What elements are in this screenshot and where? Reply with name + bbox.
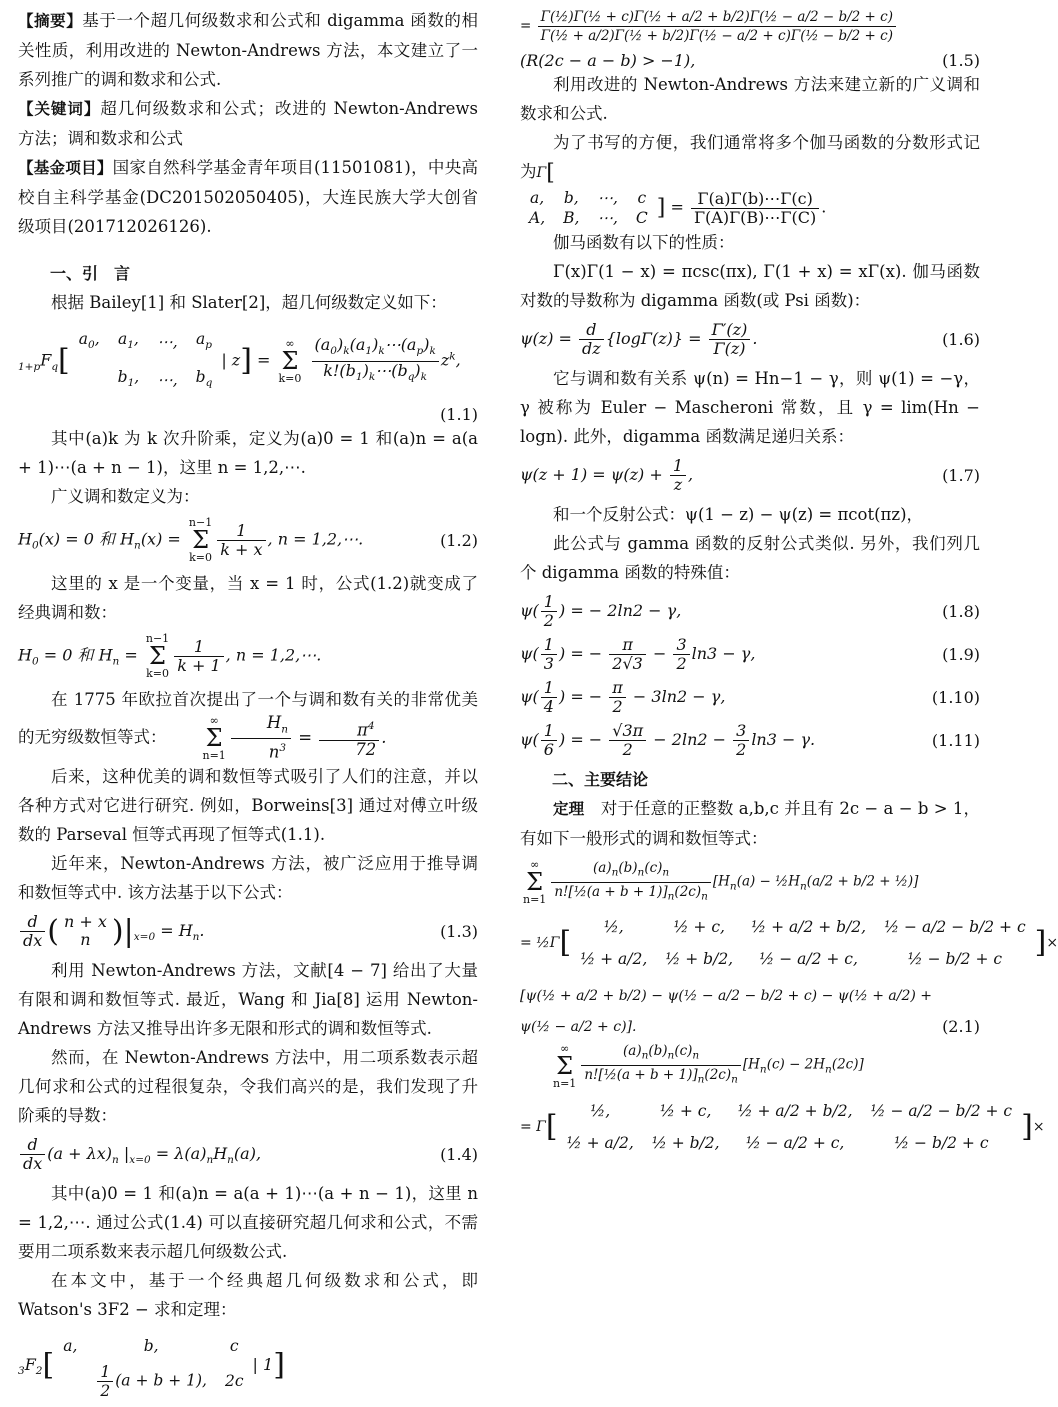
paragraph: 为了书写的方便，我们通常将多个伽马函数的分数形式记为Γ[: [520, 133, 980, 186]
keywords-label: 【关键词】: [18, 100, 101, 118]
equation-1-5: = $\frac{\text{Γ(½)Γ(½ + c)Γ(½ + a/2 + b/2)Γ(½ − a/2 − b/2 + c)}}{\text{Γ(½ + a/2)Γ(½ + b/2)Γ(½ − a/2 + c)Γ(½ − b/2 + c)}}$: [520, 8, 980, 45]
section-2-title: 二、主要结论: [552, 770, 649, 789]
equation-1-11: ψ( $\frac{1}{6}$ ) = − $\frac{√3\pi}{2}$ − 2ln2 − $\frac{3}{2}$ ln3 − γ. (1.11): [520, 721, 980, 759]
equation-1-10: ψ( $\frac{1}{4}$ ) = − $\frac{\pi}{2}$ − 3ln2 − γ, (1.10): [520, 678, 980, 716]
equation-1-6: ψ(z) = $\frac{d}{dz}$ {logΓ(z)} = $\frac{\Gamma'(z)}{\Gamma(z)}$ . (1.6): [520, 320, 980, 358]
fund: 【基金项目】国家自然科学基金青年项目(11501081)，中央高校自主科学基金(DC201502050405)，大连民族大学大创省级项目(201712026126).: [18, 158, 478, 236]
paragraph: 根据 Bailey[1] 和 Slater[2]，超几何级数定义如下：: [51, 293, 447, 312]
equation-1-8: ψ( $\frac{1}{2}$ ) = − 2ln2 − γ, (1.8): [520, 592, 980, 630]
paragraph: 和一个反射公式：ψ(1 − z) − ψ(z) = πcot(πz)，: [553, 505, 924, 524]
abstract-label: 【摘要】: [18, 12, 83, 30]
paragraph: 它与调和数有关系 ψ(n) = Hn−1 − γ，则 ψ(1) = −γ，γ 被称为 Euler − Mascheroni 常数，且 γ = lim(Hn − logn). 此外，digamma 函数满足递归关系：: [520, 369, 980, 446]
equation-2-1-lhs: ∞ Σ n=1 $\frac{(a)_n(b)_n(c)_n}{n![\frac{1}{2}(a + b + 1)]_n(2c)_n}$ [$H_n(a)$ − $\frac{1}{2}H_n(a/2 + b/2$ + ½)]: [523, 858, 919, 907]
equation-2-1-gamma: = ½Γ[ ½, ½ + c, ½ + a/2 + b/2, ½ − a/2 − b/2 + c ½ + a/2, ½ + b/2, ½ − a/2 + c, ½ − b/2 + c ]×: [520, 918, 1058, 969]
paragraph: 其中(a)0 = 1 和(a)n = a(a + 1)⋯(a + n − 1)，这里 n = 1,2,⋯. 通过公式(1.4) 可以直接研究超几何求和公式，不需要用二项系数来表示超几何级数公式.: [18, 1183, 478, 1261]
equation-2-2-lhs: ∞ Σ n=1 $\frac{(a)_n(b)_n(c)_n}{n![\frac{1}{2}(a + b + 1)]_n(2c)_n}$ $[H_n(c) - 2H_n(2c)]$: [553, 1041, 864, 1090]
paragraph: 利用改进的 Newton-Andrews 方法来建立新的广义调和数求和公式.: [520, 75, 980, 123]
equation-2-1-psi: [ψ(½ + a/2 + b/2) − ψ(½ − a/2 − b/2 + c) − ψ(½ + a/2) +: [520, 988, 933, 1005]
equation-1-2: $H_0(x) = 0$ 和 $H_n(x)$ = n−1 Σ k=0 $\frac{1}{k + x}$ , n = 1,2,⋯. (1.2): [18, 516, 478, 565]
equation-1-9: ψ( $\frac{1}{3}$ ) = − $\frac{\pi}{2√3}$ − $\frac{3}{2}$ ln3 − γ, (1.9): [520, 635, 980, 673]
paragraph: Γ(x)Γ(1 − x) = πcsc(πx), Γ(1 + x) = xΓ(x). 伽马函数对数的导数称为 digamma 函数(或 Psi 函数)：: [520, 262, 980, 310]
theorem-label: 定理: [553, 800, 585, 818]
equation-1-3: $\frac{d}{dx}$ ( n + x n )$|_{x=0} = H_n$. (1.3): [18, 913, 478, 950]
paragraph: 后来，这种优美的调和数恒等式吸引了人们的注意，并以各种方式对它进行研究. 例如，Borweins[3] 通过对傅立叶级数的 Parseval 恒等式再现了恒等式(1.1).: [18, 766, 478, 844]
fund-label: 【基金项目】: [18, 159, 113, 177]
paragraph: 近年来，Newton-Andrews 方法，被广泛应用于推导调和数恒等式中. 该方法基于以下公式：: [18, 853, 478, 902]
paragraph: 然而，在 Newton-Andrews 方法中，用二项系数表示超几何求和公式的过程很复杂，令我们高兴的是，我们发现了升阶乘的导数：: [18, 1047, 478, 1125]
left-column: [18, 6, 478, 1407]
equation-2-2-gamma: = Γ[ ½, ½ + c, ½ + a/2 + b/2, ½ − a/2 − b/2 + c ½ + a/2, ½ + b/2, ½ − a/2 + c, ½ − b/2 + c ]×: [520, 1101, 1045, 1152]
abstract: 【摘要】基于一个超几何级数求和公式和 digamma 函数的相关性质，利用改进的 Newton-Andrews 方法，本文建立了一系列推广的调和数求和公式.: [18, 11, 478, 89]
equation-1-1: $_{1+p}F_q[a_0$, $a_1$, ⋯, $a_p$ $b_1$, ⋯, $b_q|$ z] = ∞ Σ k=0 $\frac{(a_0)_k(a_1)_k\cdots(a_p)_k}{k!(b_1)_k\cdots(b_q)_k}$ $z^k$,: [18, 330, 461, 390]
equation-1-7: ψ(z + 1) = ψ(z) + $\frac{1}{z}$ , (1.7): [520, 456, 980, 494]
right-column: = $\frac{\text{Γ(½)Γ(½ + c)Γ(½ + a/2 + b/2)Γ(½ − a/2 − b/2 + c)}}{\text{Γ(½ + a/2)Γ(½ + b/2)Γ(½ − a/2 + c)Γ(½ − b/2 + c)}}$ (R(2c − a − b) > −1), (1.5) 利用改进的 Newton-Andrews 方法来建立新的广义调和数求和公式. 为了书写的方便，我们通常将多个伽马函数的分数形式记为Γ[ a, b, ⋯, c A, B, ⋯, C ] = $\frac{\Gamma(a)\Gamma(b)\cdots\Gamma(c)}{\Gamma(A)\Gamma(B)\cdots\Gamma(C)}$ . 伽马函数有以下的性质： Γ(x)Γ(1 − x) = πcsc(πx), Γ(1 + x) = xΓ(x). 伽马函数对数的导数称为 digamma 函数(或 Psi 函数)： ψ(z) = $\frac{d}{dz}$ {logΓ(z)} = $\frac{\Gamma'(z)}{\Gamma(z)}$ . (1.6) 它与调和数有关系 ψ(n) = Hn−1 − γ，则 ψ(1) = −γ，γ 被称为 Euler − Mascheroni 常数，且 γ = lim(Hn − logn). 此外，digamma 函数满足递归关系： ψ(z + 1) = ψ(z) + $\frac{1}{z}$ , (1.7) 和一个反射公式：ψ(1 − z) − ψ(z) = πcot(πz)， 此公式与 gamma 函数的反射公式类似. 另外，我们列几个 digamma 函数的特殊值： ψ( $\frac{1}{2}$ ) = − 2ln2 − γ, (1.8) ψ( $\frac{1}{3}$ ) = − $\frac{\pi}{2√3}$ − $\frac{3}{2}$ ln3 − γ, (1.9) ψ( $\frac{1}{4}$ ) = − $\frac{\pi}{2}$ − 3ln2 − γ, (1.10) ψ( $\frac{1}{6}$ ) = − $\frac{√3\pi}{2}$ − 2ln2 − $\frac{3}{2}$ ln3 − γ. (1.11) 二、主要结论 定理 对于任意的正整数 a,b,c 并且有 2c − a − b > 1，有如下一般形式的调和数恒等式： ∞ Σ n=1 $\frac{(a)_n(b)_n(c)_n}{n![\frac{1}{2}(a + b + 1)]_n(2c)_n}$ [$H_n(a)$ − $\frac{1}{2}H_n(a/2 + b/2$ + ½)] = ½Γ[ ½, ½ + c, ½ + a/2 + b/2, ½ − a/2 − b/2 + c ½ + a/2, ½ + b/2, ½ − a/2 + c, ½ − b/2 + c ]× [ψ(½ + a/2 + b/2) − ψ(½ − a/2 − b/2 + c) − ψ(½ + a/2) + ψ(½ − a/2 + c)]. (2.1) ∞ Σ n=1 $\frac{(a)_n(b)_n(c)_n}{n![\frac{1}{2}(a + b + 1)]_n(2c)_n}$ $[H_n(c) - 2H_n(2c)]$ = Γ[ ½, ½ + c, ½ + a/2 + b/2, ½ − a/2 − b/2 + c ½ + a/2, ½ + b/2, ½ − a/2 + c, ½ − b/2 + c ]×: [520, 6, 980, 1165]
paragraph: 伽马函数有以下的性质：: [553, 233, 735, 252]
paragraph: 在 1775 年欧拉首次提出了一个与调和数有关的非常优美的无穷级数恒等式： ∞ Σ n=1 $\frac{H_n}{n^3}$ = $\frac{\pi^4}{72}$ .: [18, 690, 478, 763]
paragraph: 此公式与 gamma 函数的反射公式类似. 另外，我们列几个 digamma 函数的特殊值：: [520, 534, 980, 582]
equation-watson: $_3F_2[a$, b, c $\frac{1}{2}$ (a + b + 1), 2c| 1]: [18, 1336, 285, 1400]
equation-classic: $H_0 = 0$ 和 $H_n$ = n−1 Σ k=0 $\frac{1}{k + 1}$ , n = 1,2,⋯.: [18, 632, 322, 681]
equation-1-5-line: (R(2c − a − b) > −1), (1.5): [520, 51, 980, 70]
equation-number: (1.1): [440, 405, 478, 425]
section-1-title: 一、引 言: [50, 264, 131, 283]
paragraph: 其中(a)k 为 k 次升阶乘，定义为(a)0 = 1 和(a)n = a(a + 1)⋯(a + n − 1)，这里 n = 1,2,⋯.: [18, 429, 478, 478]
keywords: 【关键词】超几何级数求和公式；改进的 Newton-Andrews 方法；调和数求和公式: [18, 99, 478, 148]
equation-1-4: $\frac{d}{dx}$ $(a + \lambda x)_n$ $|_{x=0} = \lambda(a)_nH_n(a)$, (1.4): [18, 1136, 478, 1173]
paragraph: 在本文中，基于一个经典超几何级数求和公式，即 Watson's 3F2 − 求和定理：: [18, 1270, 478, 1319]
paragraph: 利用 Newton-Andrews 方法，文献[4 − 7] 给出了大量有限和调和数恒等式. 最近，Wang 和 Jia[8] 运用 Newton-Andrews 方法又推导出许多无限和形式的调和数恒等式.: [18, 960, 478, 1038]
paragraph: 这里的 x 是一个变量，当 x = 1 时，公式(1.2)就变成了经典调和数：: [18, 574, 478, 623]
paragraph: 广义调和数定义为：: [51, 487, 200, 507]
theorem: 定理 对于任意的正整数 a,b,c 并且有 2c − a − b > 1，有如下一般形式的调和数恒等式：: [520, 799, 980, 848]
equation-2-1-end: ψ(½ − a/2 + c)]. (2.1): [520, 1017, 980, 1037]
